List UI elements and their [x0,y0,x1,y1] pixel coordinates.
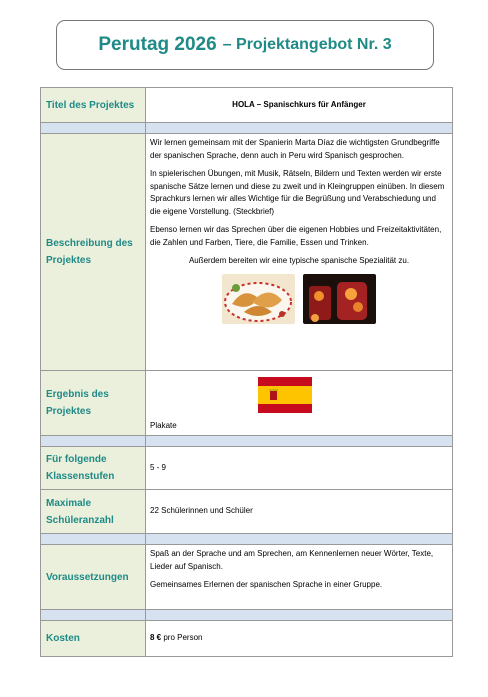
label-title: Titel des Projektes [41,88,146,123]
project-table [40,87,453,657]
description-cell [146,134,453,371]
cost-suffix: pro Person [161,633,203,643]
row-max [41,490,453,534]
prereq-paragraph: Gemeinsames Erlernen der spanischen Sprache in einer Gruppe. [150,580,383,589]
row-prereq [41,545,453,610]
max-value: 22 Schülerinnen und Schüler [146,490,453,534]
project-title: HOLA – Spanischkurs für Anfänger [146,88,453,123]
description-paragraph: In spielerischen Übungen, mit Musik, Rätseln, Bildern und Texten werden wir erste spanische Sätze lernen und diese zu zweit und in Kleingruppen einüben. In diesem Sprachkurs lernen wir alles Wichtige für die Begrüßung und Verabschiedung und die eigene Vorstellung. (Steckbrief) [150,169,445,216]
sangria-photo [303,274,376,324]
cost-amount: 8 € [150,633,162,643]
row-grades [41,447,453,490]
label-result: Ergebnis des Projektes [41,371,146,436]
label-max: Maximale Schüleranzahl [41,490,146,534]
description-paragraph: Wir lernen gemeinsam mit der Spanierin Marta Díaz die wichtigsten Grundbegriffe der spanischen Sprache, denn auch in Peru wird Spanisch gesprochen. [150,138,440,160]
grades-value: 5 - 9 [146,447,453,490]
prereq-paragraph: Spaß an der Sprache und am Sprechen, am Kennenlernen neuer Wörter, Texte, Lieder auf Spanisch. [150,549,434,571]
result-cell [146,371,453,436]
separator-row [41,436,453,447]
empanadas-photo [222,274,295,324]
description-paragraph: Außerdem bereiten wir eine typische spanische Spezialität zu. [188,256,410,265]
banner-title: Perutag 2026 [98,34,217,55]
spain-flag-image [258,377,312,413]
label-cost: Kosten [41,621,146,657]
separator-row [41,610,453,621]
separator-row [41,123,453,134]
label-grades: Für folgende Klassenstufen [41,447,146,490]
label-description: Beschreibung des Projektes [41,134,146,371]
photo-row [150,274,448,324]
row-title [41,88,453,123]
row-result [41,371,453,436]
separator-row [41,534,453,545]
cost-cell [146,621,453,657]
row-description [41,134,453,371]
description-paragraph: Ebenso lernen wir das Sprechen über die eigenen Hobbies und Freizeitaktivitäten, die Zahlen und Farben, Tiere, die Familie, Essen und Trinken. [150,225,442,247]
title-banner [56,20,434,70]
result-value: Plakate [150,420,177,430]
label-prereq: Voraussetzungen [41,545,146,610]
row-cost [41,621,453,657]
prereq-cell [146,545,453,610]
banner-subtitle: – Projektangebot Nr. 3 [222,36,392,53]
